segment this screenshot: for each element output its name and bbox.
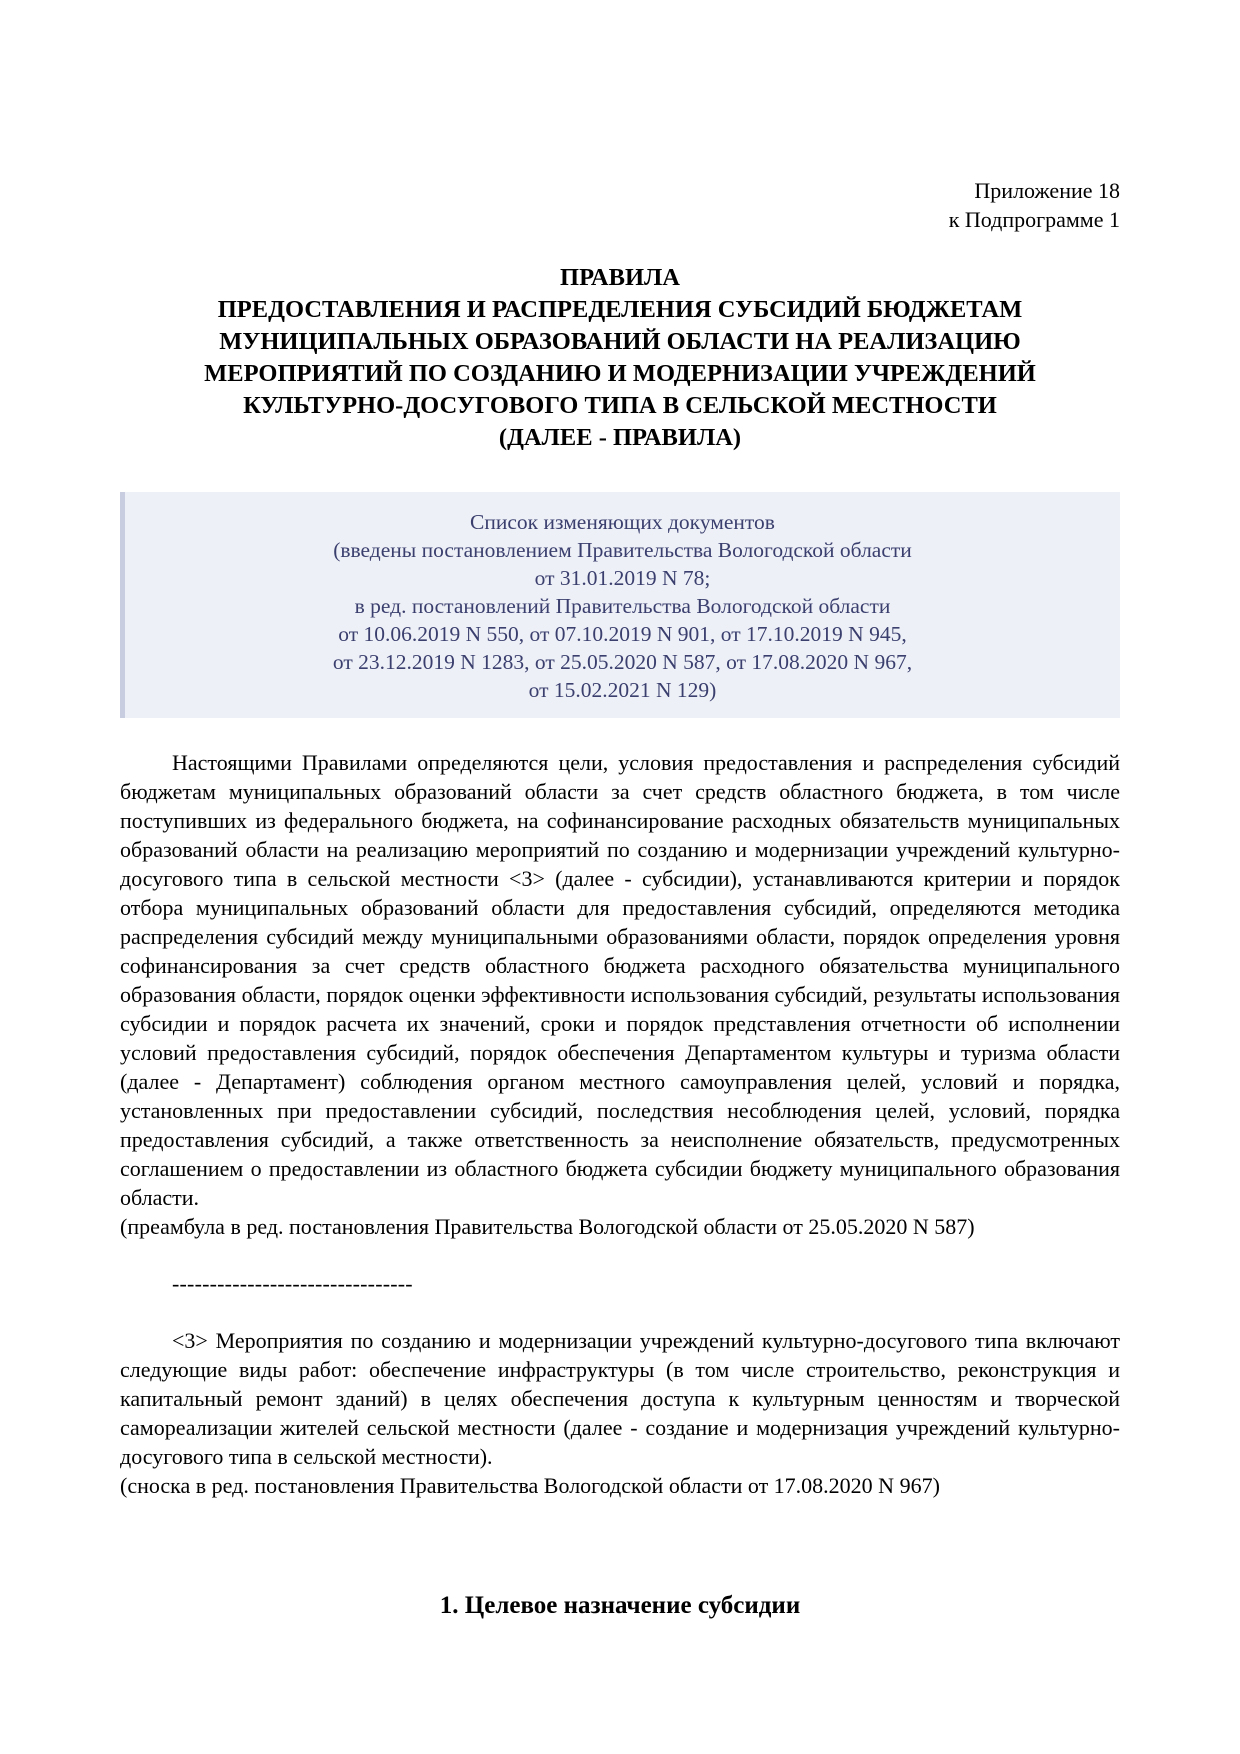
preamble-edit-note: (преамбула в ред. постановления Правительства Вологодской области от 25.05.2020 N 587) [120, 1214, 975, 1239]
amendments-line: от 23.12.2019 N 1283, от 25.05.2020 N 587, от 17.08.2020 N 967, [332, 650, 913, 674]
title-line: (ДАЛЕЕ - ПРАВИЛА) [498, 424, 742, 451]
footnote-text: <3> Мероприятия по созданию и модернизации учреждений культурно-досугового типа включают следующие виды работ: обеспечение инфраструктуры (в том числе строительство, реконструкция и капитальный ремонт зданий) в целях обеспечения доступа к культурным ценностям и творческой самореализации жителей сельской местности (далее - создание и модернизация учреждений культурно-досугового типа в сельской местности). [120, 1328, 1120, 1469]
title-line: ПРЕДОСТАВЛЕНИЯ И РАСПРЕДЕЛЕНИЯ СУБСИДИЙ БЮДЖЕТАМ [217, 296, 1023, 323]
footnote-separator: -------------------------------- [172, 1271, 413, 1296]
document-body [120, 748, 1120, 1500]
amendments-line: от 15.02.2021 N 129) [528, 678, 717, 702]
appendix-reference [949, 176, 1120, 234]
title-line: ПРАВИЛА [560, 264, 680, 291]
amendments-line: от 10.06.2019 N 550, от 07.10.2019 N 901, от 17.10.2019 N 945, [338, 622, 907, 646]
amendments-heading: Список изменяющих документов [470, 510, 775, 534]
footnote [120, 1326, 1120, 1500]
appendix-subprogram: к Подпрограмме 1 [948, 207, 1120, 232]
title-line: МЕРОПРИЯТИЙ ПО СОЗДАНИЮ И МОДЕРНИЗАЦИИ УЧРЕЖДЕНИЙ [204, 360, 1036, 387]
amendments-line: в ред. постановлений Правительства Вологодской области [354, 594, 891, 618]
title-line: МУНИЦИПАЛЬНЫХ ОБРАЗОВАНИЙ ОБЛАСТИ НА РЕАЛИЗАЦИЮ [219, 328, 1021, 355]
appendix-number: Приложение 18 [974, 178, 1120, 203]
amendments-line: от 31.01.2019 N 78; [534, 566, 711, 590]
footnote-edit-note: (сноска в ред. постановления Правительства Вологодской области от 17.08.2020 N 967) [120, 1473, 940, 1498]
amendments-line: (введены постановлением Правительства Вологодской области [333, 538, 912, 562]
title-line: КУЛЬТУРНО-ДОСУГОВОГО ТИПА В СЕЛЬСКОЙ МЕСТНОСТИ [243, 392, 997, 419]
document-title [120, 262, 1120, 454]
amendments-list-box [120, 492, 1120, 718]
preamble-paragraph: Настоящими Правилами определяются цели, условия предоставления и распределения субсидий бюджетам муниципальных образований области за счет средств областного бюджета, в том числе поступивших из федерального бюджета, на софинансирование расходных обязательств муниципальных образований области на реализацию мероприятий по созданию и модернизации учреждений культурно-досугового типа в сельской местности <3> (далее - субсидии), устанавливаются критерии и порядок отбора муниципальных образований области для предоставления субсидий, определяются методика распределения субсидий между муниципальными образованиями области, порядок определения уровня софинансирования за счет средств областного бюджета расходного обязательства муниципального образования области, порядок оценки эффективности использования субсидий, результаты использования субсидии и порядок расчета их значений, сроки и порядок представления отчетности об исполнении условий предоставления субсидий, порядок обеспечения Департаментом культуры и туризма области (далее - Департамент) соблюдения органом местного самоуправления целей, условий и порядка, установленных при предоставлении субсидий, последствия несоблюдения целей, условий, порядка предоставления субсидий, а также ответственность за неисполнение обязательств, предусмотренных соглашением о предоставлении из областного бюджета субсидии бюджету муниципального образования области. [120, 750, 1120, 1210]
section-heading: 1. Целевое назначение субсидии [439, 1592, 801, 1619]
